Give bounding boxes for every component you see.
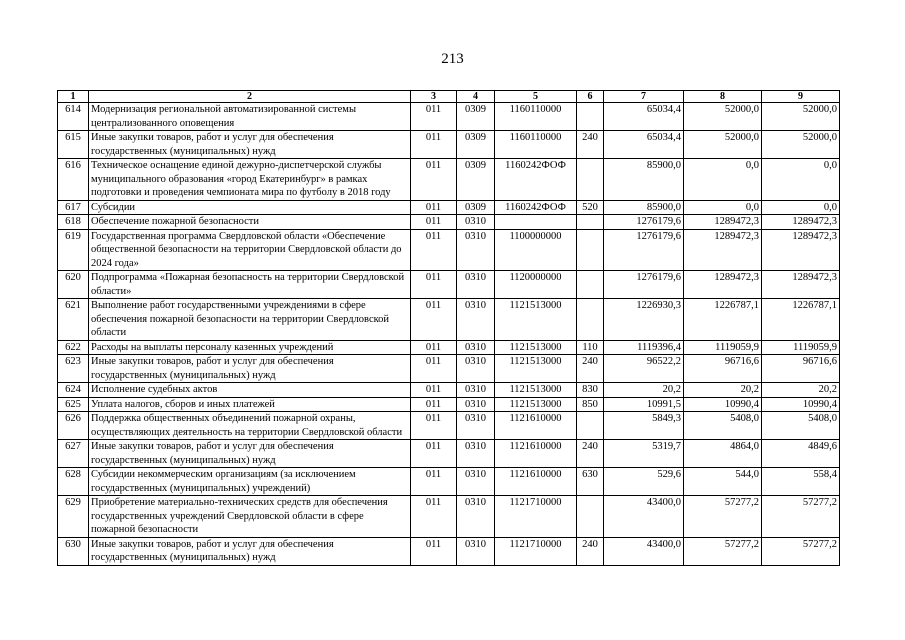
row-amount-col7: 65034,4	[604, 131, 684, 159]
row-amount-col9: 1226787,1	[762, 299, 840, 341]
column-header-7: 7	[604, 91, 684, 103]
row-name: Подпрограмма «Пожарная безопасность на территории Свердловской области»	[89, 271, 411, 299]
row-amount-col9: 57277,2	[762, 496, 840, 538]
row-expense-type: 830	[577, 383, 604, 398]
row-expense-type	[577, 159, 604, 201]
row-number: 615	[58, 131, 89, 159]
row-ministry-code: 011	[411, 537, 457, 565]
row-name: Государственная программа Свердловской области «Обеспечение общественной безопасности на территории Свердловской области до 2024 года»	[89, 229, 411, 271]
row-number: 625	[58, 397, 89, 412]
row-name: Приобретение материально-технических средств для обеспечения государственных учреждений Свердловской области в сфере пожарной безопасности	[89, 496, 411, 538]
column-header-5: 5	[495, 91, 577, 103]
row-number: 616	[58, 159, 89, 201]
row-name: Иные закупки товаров, работ и услуг для обеспечения государственных (муниципальных) нужд	[89, 537, 411, 565]
table-row	[58, 200, 840, 215]
row-number: 627	[58, 440, 89, 468]
row-number: 628	[58, 468, 89, 496]
row-ministry-code: 011	[411, 200, 457, 215]
row-number: 623	[58, 355, 89, 383]
row-amount-col8: 1226787,1	[684, 299, 762, 341]
row-expense-type: 240	[577, 440, 604, 468]
row-amount-col9: 1289472,3	[762, 271, 840, 299]
row-amount-col7: 85900,0	[604, 159, 684, 201]
row-amount-col8: 544,0	[684, 468, 762, 496]
row-ministry-code: 011	[411, 468, 457, 496]
row-ministry-code: 011	[411, 412, 457, 440]
row-target-code: 1121610000	[495, 412, 577, 440]
row-amount-col7: 5319,7	[604, 440, 684, 468]
row-expense-type: 240	[577, 131, 604, 159]
row-amount-col9: 52000,0	[762, 103, 840, 131]
row-ministry-code: 011	[411, 340, 457, 355]
row-expense-type: 630	[577, 468, 604, 496]
row-expense-type	[577, 412, 604, 440]
row-name: Субсидии некоммерческим организациям (за исключением государственных (муниципальных) учреждений)	[89, 468, 411, 496]
row-target-code: 1100000000	[495, 229, 577, 271]
row-section-code: 0310	[457, 340, 495, 355]
row-amount-col8: 10990,4	[684, 397, 762, 412]
row-amount-col8: 57277,2	[684, 496, 762, 538]
row-section-code: 0310	[457, 271, 495, 299]
row-name: Субсидии	[89, 200, 411, 215]
row-section-code: 0310	[457, 496, 495, 538]
row-amount-col8: 96716,6	[684, 355, 762, 383]
row-target-code: 1121513000	[495, 340, 577, 355]
row-expense-type: 240	[577, 355, 604, 383]
row-section-code: 0309	[457, 131, 495, 159]
table-row	[58, 383, 840, 398]
row-name: Иные закупки товаров, работ и услуг для обеспечения государственных (муниципальных) нужд	[89, 440, 411, 468]
table-row	[58, 103, 840, 131]
row-section-code: 0310	[457, 215, 495, 230]
table-body	[58, 103, 840, 566]
table-row	[58, 537, 840, 565]
table-row	[58, 468, 840, 496]
row-amount-col8: 0,0	[684, 200, 762, 215]
column-header-9: 9	[762, 91, 840, 103]
row-amount-col7: 1226930,3	[604, 299, 684, 341]
row-amount-col9: 10990,4	[762, 397, 840, 412]
row-section-code: 0310	[457, 440, 495, 468]
row-number: 621	[58, 299, 89, 341]
row-amount-col9: 4849,6	[762, 440, 840, 468]
row-target-code: 1121513000	[495, 299, 577, 341]
page-number: 213	[441, 51, 464, 67]
table-row	[58, 440, 840, 468]
row-number: 626	[58, 412, 89, 440]
row-target-code: 1120000000	[495, 271, 577, 299]
row-amount-col7: 43400,0	[604, 496, 684, 538]
row-name: Выполнение работ государственными учреждениями в сфере обеспечения пожарной безопасности на территории Свердловской области	[89, 299, 411, 341]
row-amount-col7: 1276179,6	[604, 271, 684, 299]
row-amount-col7: 65034,4	[604, 103, 684, 131]
row-ministry-code: 011	[411, 440, 457, 468]
row-amount-col9: 558,4	[762, 468, 840, 496]
row-section-code: 0309	[457, 103, 495, 131]
row-section-code: 0310	[457, 383, 495, 398]
row-target-code: 1121513000	[495, 355, 577, 383]
row-amount-col8: 5408,0	[684, 412, 762, 440]
row-section-code: 0310	[457, 299, 495, 341]
table-row	[58, 271, 840, 299]
row-target-code: 1121513000	[495, 397, 577, 412]
row-amount-col7: 1276179,6	[604, 229, 684, 271]
row-expense-type	[577, 103, 604, 131]
row-amount-col9: 57277,2	[762, 537, 840, 565]
row-amount-col8: 57277,2	[684, 537, 762, 565]
row-number: 624	[58, 383, 89, 398]
row-ministry-code: 011	[411, 397, 457, 412]
row-section-code: 0310	[457, 229, 495, 271]
row-ministry-code: 011	[411, 159, 457, 201]
row-ministry-code: 011	[411, 355, 457, 383]
table-row	[58, 397, 840, 412]
column-header-4: 4	[457, 91, 495, 103]
row-number: 618	[58, 215, 89, 230]
row-expense-type	[577, 229, 604, 271]
row-amount-col9: 0,0	[762, 159, 840, 201]
row-section-code: 0309	[457, 200, 495, 215]
row-amount-col9: 1289472,3	[762, 229, 840, 271]
row-number: 614	[58, 103, 89, 131]
row-amount-col9: 0,0	[762, 200, 840, 215]
column-header-6: 6	[577, 91, 604, 103]
row-amount-col7: 43400,0	[604, 537, 684, 565]
row-number: 619	[58, 229, 89, 271]
row-amount-col8: 52000,0	[684, 103, 762, 131]
row-ministry-code: 011	[411, 496, 457, 538]
header-row	[58, 91, 840, 103]
row-expense-type	[577, 215, 604, 230]
table-row	[58, 355, 840, 383]
row-target-code: 1121610000	[495, 440, 577, 468]
row-expense-type	[577, 299, 604, 341]
column-header-3: 3	[411, 91, 457, 103]
row-target-code: 1160110000	[495, 103, 577, 131]
row-section-code: 0310	[457, 468, 495, 496]
row-ministry-code: 011	[411, 383, 457, 398]
column-header-1: 1	[58, 91, 89, 103]
row-amount-col8: 4864,0	[684, 440, 762, 468]
row-amount-col8: 1289472,3	[684, 229, 762, 271]
row-ministry-code: 011	[411, 103, 457, 131]
row-ministry-code: 011	[411, 271, 457, 299]
row-section-code: 0310	[457, 412, 495, 440]
row-name: Модернизация региональной автоматизированной системы централизованного оповещения	[89, 103, 411, 131]
budget-table	[57, 90, 840, 566]
row-amount-col7: 85900,0	[604, 200, 684, 215]
row-section-code: 0310	[457, 397, 495, 412]
row-name: Иные закупки товаров, работ и услуг для обеспечения государственных (муниципальных) нужд	[89, 131, 411, 159]
table-row	[58, 412, 840, 440]
row-target-code: 1121710000	[495, 537, 577, 565]
row-amount-col7: 1276179,6	[604, 215, 684, 230]
row-expense-type	[577, 496, 604, 538]
row-target-code: 1121710000	[495, 496, 577, 538]
row-number: 629	[58, 496, 89, 538]
row-ministry-code: 011	[411, 299, 457, 341]
row-number: 617	[58, 200, 89, 215]
row-name: Обеспечение пожарной безопасности	[89, 215, 411, 230]
row-amount-col7: 1119396,4	[604, 340, 684, 355]
row-amount-col9: 1119059,9	[762, 340, 840, 355]
table-row	[58, 215, 840, 230]
row-target-code: 1121513000	[495, 383, 577, 398]
table-row	[58, 159, 840, 201]
row-amount-col8: 1119059,9	[684, 340, 762, 355]
row-amount-col9: 5408,0	[762, 412, 840, 440]
row-amount-col9: 20,2	[762, 383, 840, 398]
row-amount-col8: 1289472,3	[684, 215, 762, 230]
row-expense-type: 520	[577, 200, 604, 215]
row-target-code: 1160242ФОФ	[495, 200, 577, 215]
row-section-code: 0309	[457, 159, 495, 201]
row-name: Техническое оснащение единой дежурно-диспетчерской службы муниципального образования «город Екатеринбург» в рамках подготовки и проведения чемпионата мира по футболу в 2018 году	[89, 159, 411, 201]
row-expense-type: 240	[577, 537, 604, 565]
column-header-8: 8	[684, 91, 762, 103]
row-expense-type	[577, 271, 604, 299]
row-amount-col8: 52000,0	[684, 131, 762, 159]
row-amount-col8: 0,0	[684, 159, 762, 201]
row-name: Исполнение судебных актов	[89, 383, 411, 398]
row-amount-col7: 20,2	[604, 383, 684, 398]
row-section-code: 0310	[457, 355, 495, 383]
row-amount-col7: 10991,5	[604, 397, 684, 412]
row-number: 622	[58, 340, 89, 355]
row-ministry-code: 011	[411, 229, 457, 271]
row-amount-col7: 5849,3	[604, 412, 684, 440]
row-name: Расходы на выплаты персоналу казенных учреждений	[89, 340, 411, 355]
table-row	[58, 131, 840, 159]
table-row	[58, 229, 840, 271]
row-amount-col9: 1289472,3	[762, 215, 840, 230]
row-name: Поддержка общественных объединений пожарной охраны, осуществляющих деятельность на территории Свердловской области	[89, 412, 411, 440]
row-amount-col8: 20,2	[684, 383, 762, 398]
row-number: 630	[58, 537, 89, 565]
table-row	[58, 340, 840, 355]
row-amount-col9: 52000,0	[762, 131, 840, 159]
row-expense-type: 850	[577, 397, 604, 412]
table-row	[58, 299, 840, 341]
row-name: Иные закупки товаров, работ и услуг для обеспечения государственных (муниципальных) нужд	[89, 355, 411, 383]
row-amount-col7: 96522,2	[604, 355, 684, 383]
row-target-code: 1160110000	[495, 131, 577, 159]
row-number: 620	[58, 271, 89, 299]
row-ministry-code: 011	[411, 215, 457, 230]
row-target-code	[495, 215, 577, 230]
table-row	[58, 496, 840, 538]
row-section-code: 0310	[457, 537, 495, 565]
row-target-code: 1160242ФОФ	[495, 159, 577, 201]
row-ministry-code: 011	[411, 131, 457, 159]
column-header-2: 2	[89, 91, 411, 103]
row-amount-col8: 1289472,3	[684, 271, 762, 299]
row-expense-type: 110	[577, 340, 604, 355]
row-target-code: 1121610000	[495, 468, 577, 496]
row-amount-col7: 529,6	[604, 468, 684, 496]
row-name: Уплата налогов, сборов и иных платежей	[89, 397, 411, 412]
row-amount-col9: 96716,6	[762, 355, 840, 383]
